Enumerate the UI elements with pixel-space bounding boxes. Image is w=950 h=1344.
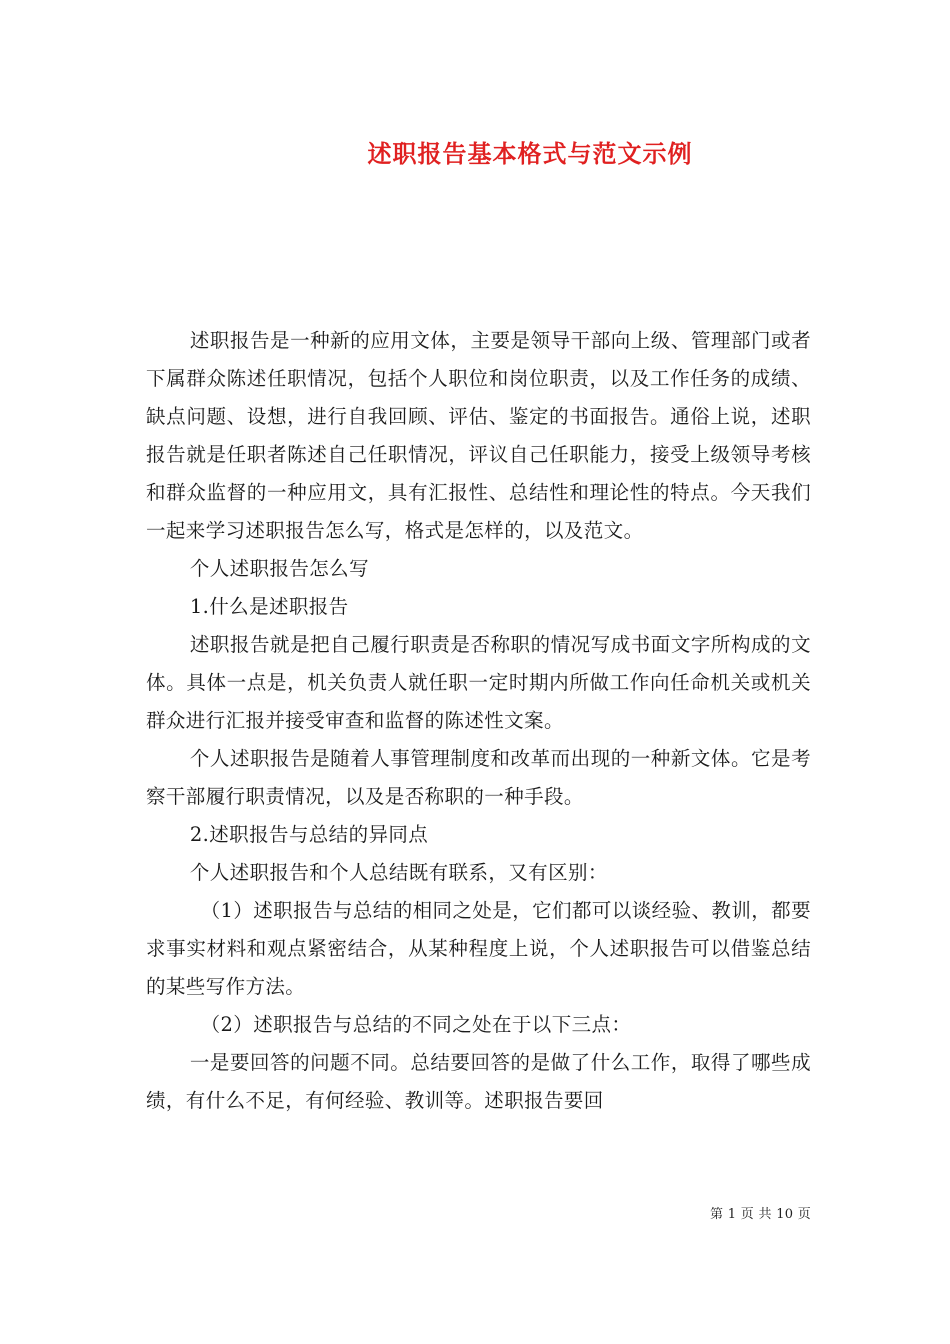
paragraph-definition: 述职报告就是把自己履行职责是否称职的情况写成书面文字所构成的文体。具体一点是，机关负责人就任职一定时期内所做工作向任命机关或机关群众进行汇报并接受审查和监督的陈述性文案。 <box>146 633 811 732</box>
paragraph-similarity: （1）述职报告与总结的相同之处是，它们都可以谈经验、教训，都要求事实材料和观点紧密结合，从某种程度上说，个人述职报告可以借鉴总结的某些写作方法。 <box>146 899 811 998</box>
paragraph-intro: 述职报告是一种新的应用文体，主要是领导干部向上级、管理部门或者下属群众陈述任职情况，包括个人职位和岗位职责，以及工作任务的成绩、缺点问题、设想，进行自我回顾、评估、鉴定的书面报告。通俗上说，述职报告就是任职者陈述自己任职情况，评议自己任职能力，接受上级领导考核和群众监督的一种应用文，具有汇报性、总结性和理论性的特点。今天我们一起来学习述职报告怎么写，格式是怎样的，以及范文。 <box>146 329 811 542</box>
document-body <box>146 322 811 1120</box>
subsection-heading-2: 2.述职报告与总结的异同点 <box>189 823 429 846</box>
page-number: 第 1 页 共 10 页 <box>710 1207 812 1222</box>
paragraph-difference: （2）述职报告与总结的不同之处在于以下三点： <box>200 1013 632 1036</box>
paragraph-new-style: 个人述职报告是随着人事管理制度和改革而出现的一种新文体。它是考察干部履行职责情况，以及是否称职的一种手段。 <box>146 747 811 808</box>
paragraph-point-one: 一是要回答的问题不同。总结要回答的是做了什么工作，取得了哪些成绩，有什么不足，有何经验、教训等。述职报告要回 <box>146 1051 811 1112</box>
paragraph-relation: 个人述职报告和个人总结既有联系，又有区别： <box>189 861 608 884</box>
subsection-heading-1: 1.什么是述职报告 <box>189 595 349 618</box>
section-heading: 个人述职报告怎么写 <box>189 557 369 580</box>
document-title: 述职报告基本格式与范文示例 <box>367 139 693 168</box>
